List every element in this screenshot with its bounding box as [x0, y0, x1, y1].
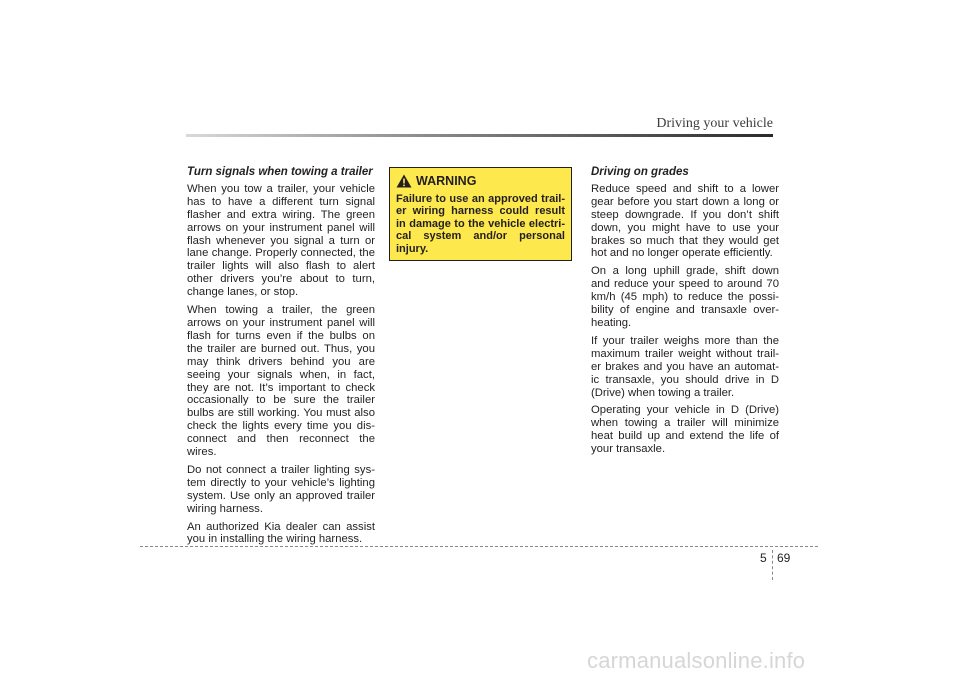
- paragraph: When towing a trailer, the green arrows on your instrument panel will flash for turns even if the bulbs on the trailer are burned out. Thus, you may think drivers behind you are seeing your signals when, in fact, they are not. It’s important to check occasionally to be sure the trailer bulbs are still working. You must also check the lights every time you dis-connect and then reconnect the wires.: [187, 304, 375, 459]
- paragraph: Operating your vehicle in D (Drive) when towing a trailer will minimize heat build up and extend the life of your transaxle.: [591, 404, 779, 456]
- right-column: [591, 166, 779, 461]
- page-separator: [772, 550, 773, 580]
- left-column: [187, 166, 375, 551]
- header-title: Driving your vehicle: [656, 116, 773, 131]
- paragraph: An authorized Kia dealer can assist you in installing the wiring harness.: [187, 520, 375, 546]
- footer-rule: [140, 546, 818, 547]
- watermark: carmanualsonline.info: [587, 648, 806, 673]
- warning-title: WARNING: [416, 174, 477, 188]
- section-heading-grades: Driving on grades: [591, 166, 689, 178]
- warning-box: [389, 167, 572, 261]
- header-rule: [186, 134, 773, 137]
- section-heading-turn-signals: Turn signals when towing a trailer: [187, 166, 373, 178]
- page-number: 69: [777, 551, 791, 565]
- chapter-number: 5: [760, 551, 767, 565]
- paragraph: When you tow a trailer, your vehicle has to have a different turn signal flasher and extra wiring. The green arrows on your instrument panel will flash whenever you signal a turn or lane change. Properly connected, the trailer lights will also flash to alert other drivers you’re about to turn, change lanes, or stop.: [187, 182, 375, 299]
- paragraph: Reduce speed and shift to a lower gear before you start down a long or steep downgrade. If you don’t shift down, you might have to use your brakes so much that they would get hot and no longer operate efficiently.: [591, 182, 779, 260]
- warning-triangle-icon: [396, 174, 412, 188]
- paragraph: Do not connect a trailer lighting sys-tem directly to your vehicle’s lighting system. Use only an approved trailer wiring harness.: [187, 463, 375, 515]
- paragraph: On a long uphill grade, shift down and reduce your speed to around 70 km/h (45 mph) to reduce the possi-bility of engine and transaxle over-heating.: [591, 265, 779, 329]
- warning-text: Failure to use an approved trail-er wiring harness could result in damage to the vehicle electri-cal system and/or personal injury.: [396, 193, 565, 255]
- paragraph: If your trailer weighs more than the maximum trailer weight without trail-er brakes and you have an automat-ic transaxle, you should drive in D (Drive) when towing a trailer.: [591, 334, 779, 399]
- warning-header: [396, 174, 565, 188]
